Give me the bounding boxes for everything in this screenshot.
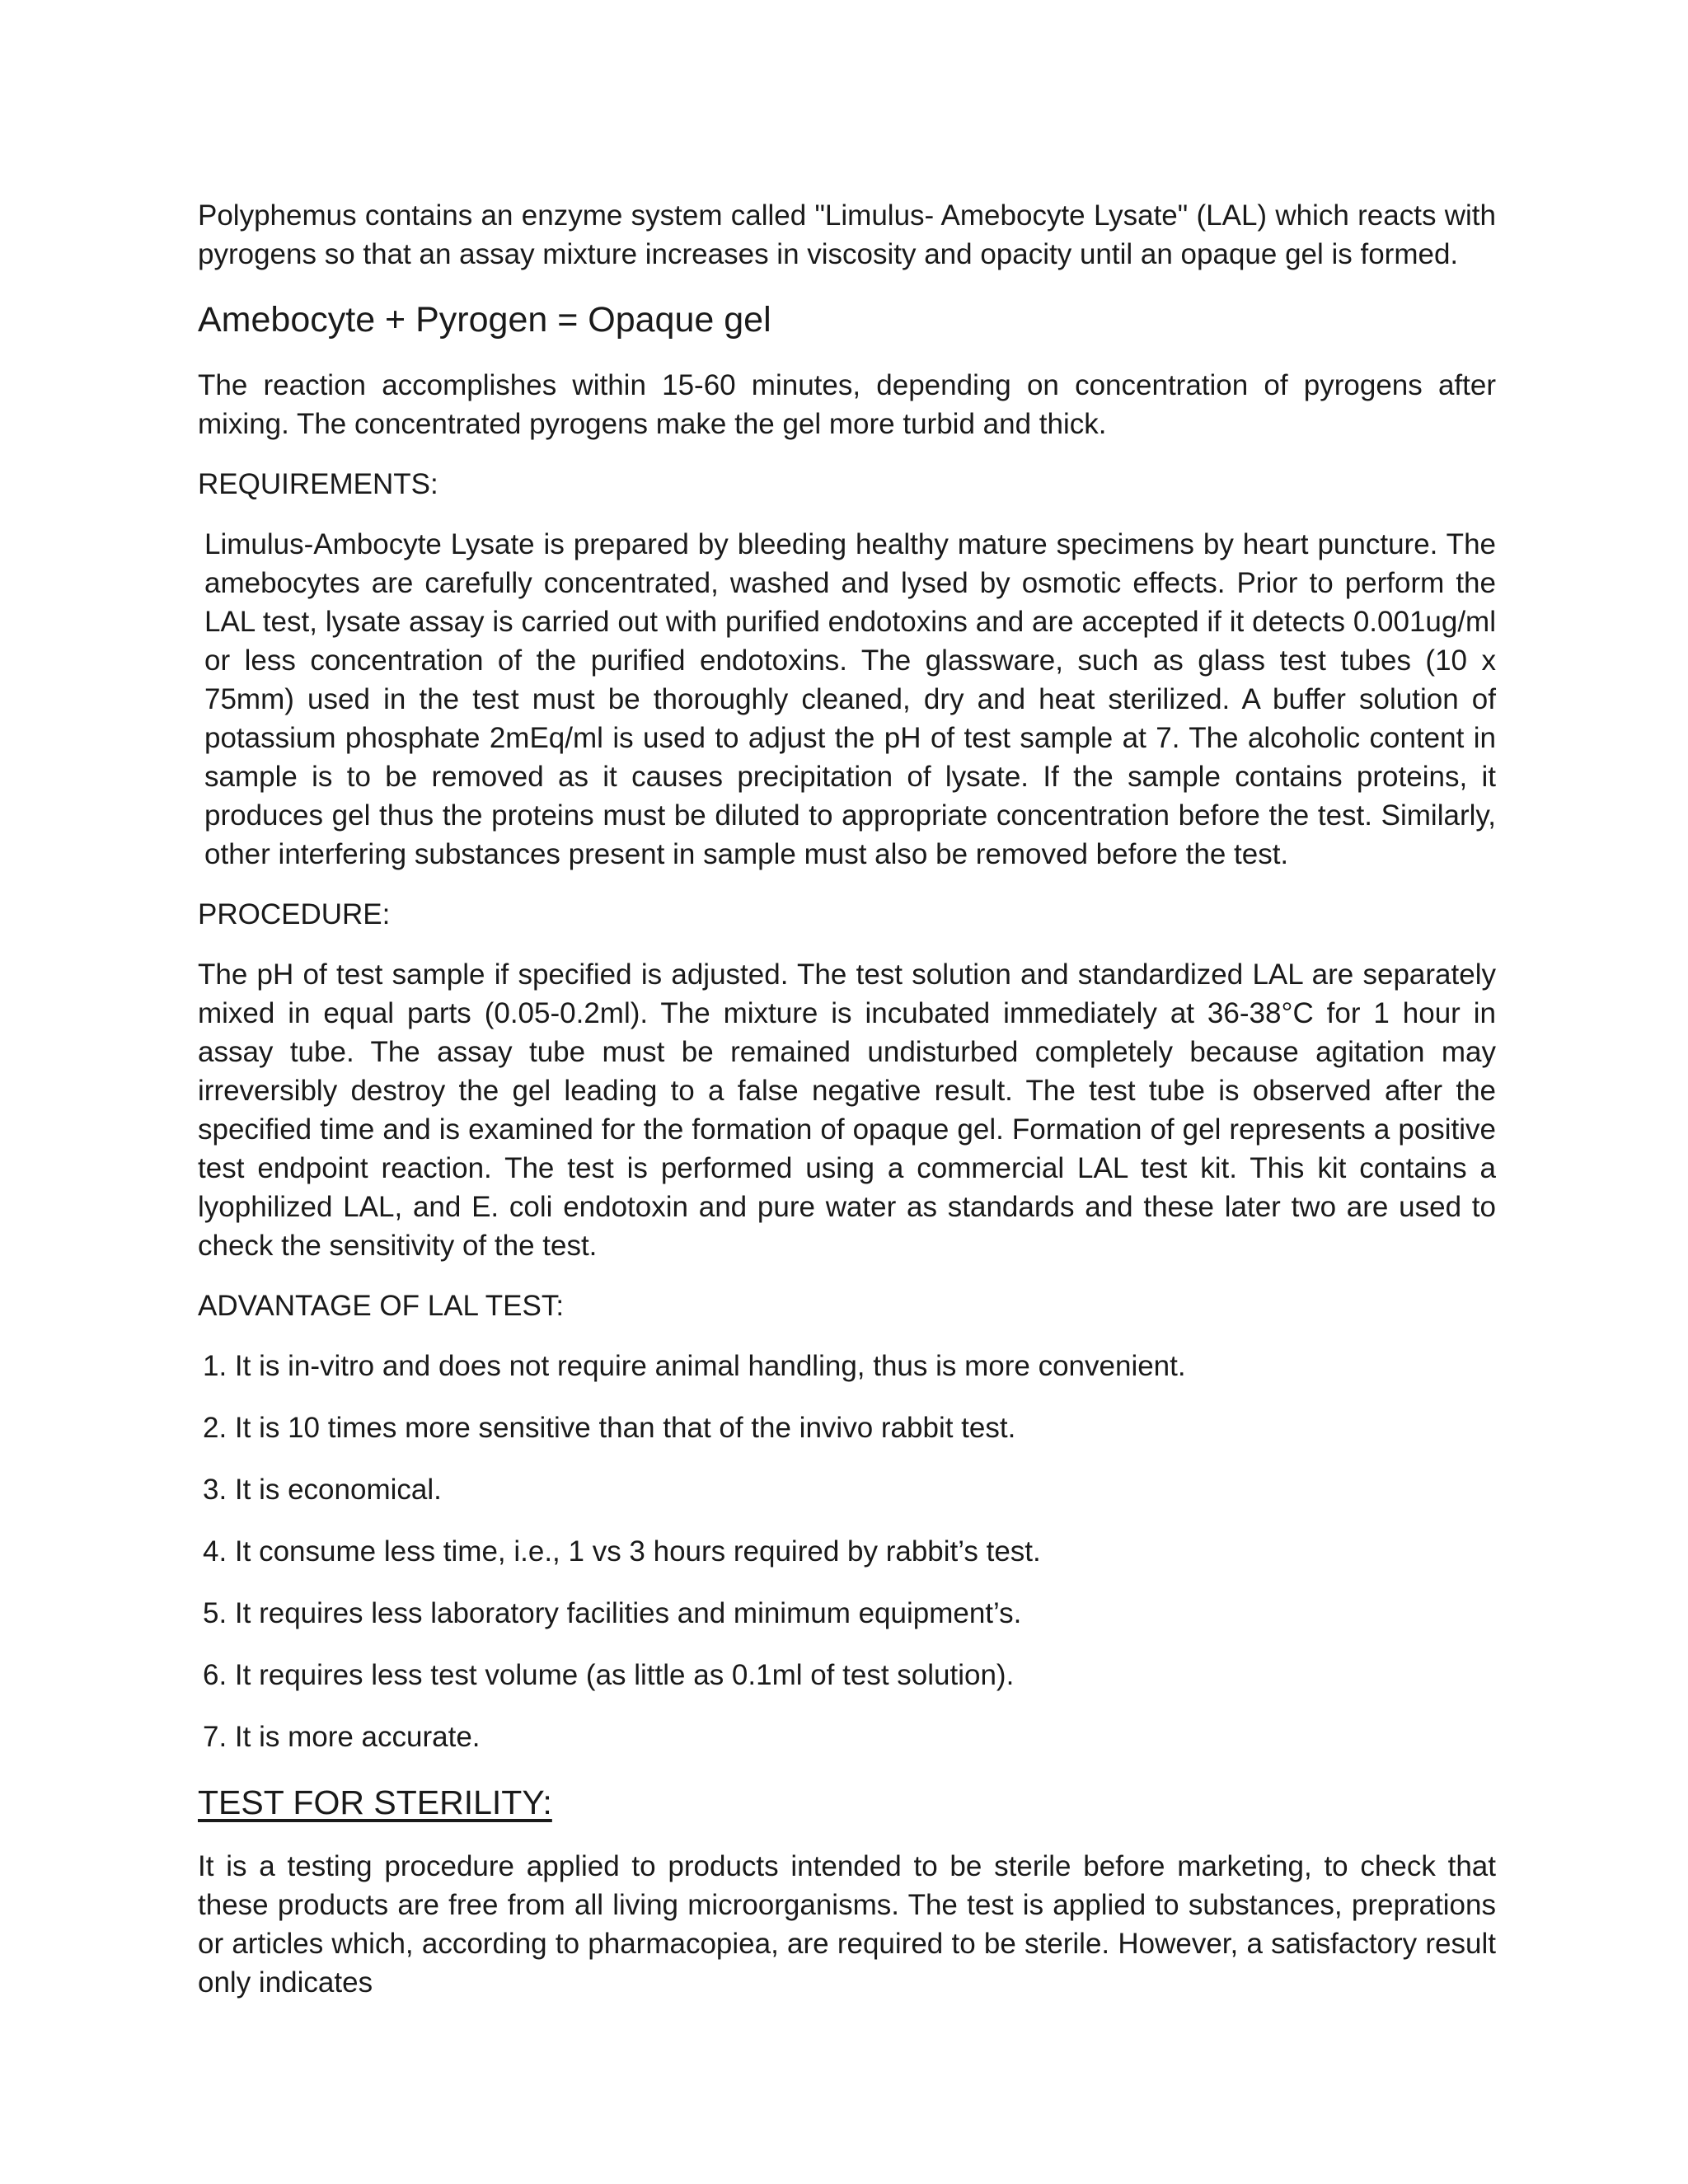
intro-paragraph: Polyphemus contains an enzyme system called "Limulus- Amebocyte Lysate" (LAL) which reacts with pyrogens so that an assay mixture increases in viscosity and opacity until an opaque gel is formed. [198, 199, 1496, 270]
requirements-heading: REQUIREMENTS: [198, 468, 438, 500]
list-item: 7. It is more accurate. [203, 1721, 481, 1753]
requirements-paragraph: Limulus-Ambocyte Lysate is prepared by bleeding healthy mature specimens by heart puncture. The amebocytes are carefully concentrated, washed and lysed by osmotic effects. Prior to perform the LAL test, lysate assay is carried out with purified endotoxins and are accepted if it detects 0.001ug/ml or less concentration of the purified endotoxins. The glassware, such as glass test tubes (10 x 75mm) used in the test must be thoroughly cleaned, dry and heat sterilized. A buffer solution of potassium phosphate 2mEq/ml is used to adjust the pH of test sample at 7. The alcoholic content in sample is to be removed as it causes precipitation of lysate. If the sample contains proteins, it produces gel thus the proteins must be diluted to appropriate concentration before the test. Similarly, other interfering substances present in sample must also be removed before the test. [204, 528, 1496, 870]
reaction-equation: Amebocyte + Pyrogen = Opaque gel [198, 300, 771, 340]
list-item: 2. It is 10 times more sensitive than that of the invivo rabbit test. [203, 1412, 1016, 1444]
reaction-paragraph: The reaction accomplishes within 15-60 minutes, depending on concentration of pyrogens after mixing. The concentrated pyrogens make the gel more turbid and thick. [198, 369, 1496, 440]
list-item: 5. It requires less laboratory facilities and minimum equipment’s. [203, 1597, 1022, 1629]
list-item: 4. It consume less time, i.e., 1 vs 3 hours required by rabbit’s test. [203, 1535, 1041, 1568]
document-page [198, 196, 1496, 2023]
list-item: 3. It is economical. [203, 1474, 442, 1506]
advantages-heading: ADVANTAGE OF LAL TEST: [198, 1290, 565, 1322]
list-item: 6. It requires less test volume (as little as 0.1ml of test solution). [203, 1659, 1015, 1691]
advantages-list [198, 1347, 1496, 1756]
procedure-heading: PROCEDURE: [198, 898, 391, 930]
sterility-paragraph: It is a testing procedure applied to products intended to be sterile before marketing, to check that these products are free from all living microorganisms. The test is applied to substances, preprations or articles which, according to pharmacopiea, are required to be sterile. However, a satisfactory result only indicates [198, 1850, 1496, 1999]
list-item: 1. It is in-vitro and does not require animal handling, thus is more convenient. [203, 1350, 1186, 1382]
sterility-section-title: TEST FOR STERILITY: [198, 1783, 552, 1821]
procedure-paragraph: The pH of test sample if specified is adjusted. The test solution and standardized LAL are separately mixed in equal parts (0.05-0.2ml). The mixture is incubated immediately at 36-38°C for 1 hour in assay tube. The assay tube must be remained undisturbed completely because agitation may irreversibly destroy the gel leading to a false negative result. The test tube is observed after the specified time and is examined for the formation of opaque gel. Formation of gel represents a positive test endpoint reaction. The test is performed using a commercial LAL test kit. This kit contains a lyophilized LAL, and E. coli endotoxin and pure water as standards and these later two are used to check the sensitivity of the test. [198, 958, 1496, 1262]
